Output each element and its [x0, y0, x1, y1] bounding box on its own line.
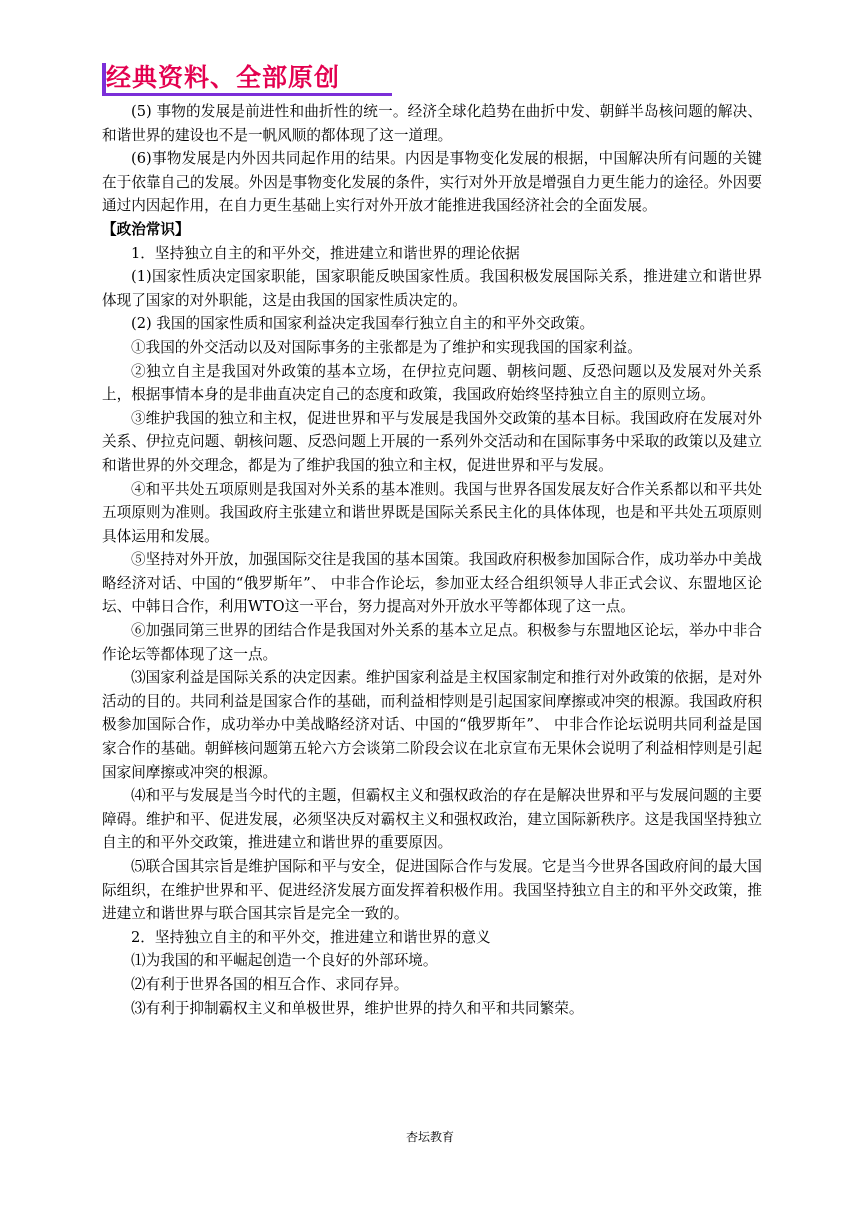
paragraph: ⑷和平与发展是当今时代的主题，但霸权主义和强权政治的存在是解决世界和平与发展问题的主要障碍。维护和平、促进发展，必须坚决反对霸权主义和强权政治，建立国际新秩序。这是我国坚持独立自主的和平外交政策，推进建立和谐世界的重要原因。: [102, 787, 762, 852]
paragraph: ⑸联合国其宗旨是维护国际和平与安全，促进国际合作与发展。它是当今世界各国政府间的最大国际组织，在维护世界和平、促进经济发展方面发挥着积极作用。我国坚持独立自主的和平外交政策，推进建立和谐世界与联合国其宗旨是完全一致的。: [102, 858, 762, 923]
page-footer: 杏坛教育: [405, 1130, 454, 1144]
header-banner: [102, 63, 392, 93]
paragraph: ⑶有利于抑制霸权主义和单极世界，维护世界的持久和平和共同繁荣。: [131, 999, 584, 1017]
paragraph: ②独立自主是我国对外政策的基本立场，在伊拉克问题、朝核问题、反恐问题以及发展对外关系上，根据事情本身的是非曲直决定自己的态度和政策，我国政府始终坚持独立自主的原则立场。: [102, 362, 762, 404]
paragraph: ③维护我国的独立和主权，促进世界和平与发展是我国外交政策的基本目标。我国政府在发展对外关系、伊拉克问题、朝核问题、反恐问题上开展的一系列外交活动和在国际事务中采取的政策以及建立和谐世界的外交理念，都是为了维护我国的独立和主权，促进世界和平与发展。: [102, 409, 762, 474]
document-body: [102, 100, 762, 1020]
paragraph: (2) 我国的国家性质和国家利益决定我国奉行独立自主的和平外交政策。: [131, 315, 595, 333]
paragraph: 2．坚持独立自主的和平外交，推进建立和谐世界的意义: [131, 928, 491, 946]
paragraph: 1．坚持独立自主的和平外交，推进建立和谐世界的理论依据: [131, 244, 520, 262]
banner-underline: [102, 93, 392, 96]
paragraph: ⑵有利于世界各国的相互合作、求同存异。: [131, 975, 409, 993]
paragraph: ⑴为我国的和平崛起创造一个良好的外部环境。: [131, 952, 438, 970]
paragraph: ⑥加强同第三世界的团结合作是我国对外关系的基本立足点。积极参与东盟地区论坛，举办中非合作论坛等都体现了这一点。: [102, 622, 762, 663]
paragraph: ④和平共处五项原则是我国对外关系的基本准则。我国与世界各国发展友好合作关系都以和平共处五项原则为准则。我国政府主张建立和谐世界既是国际关系民主化的具体体现，也是和平共处五项原则具体运用和发展。: [102, 480, 762, 545]
paragraph: (1)国家性质决定国家职能，国家职能反映国家性质。我国积极发展国际关系，推进建立和谐世界体现了国家的对外职能，这是由我国的国家性质决定的。: [102, 268, 762, 309]
paragraph: (6)事物发展是内外因共同起作用的结果。内因是事物变化发展的根据，中国解决所有问题的关键在于依靠自己的发展。外因是事物变化发展的条件，实行对外开放是增强自力更生能力的途径。外因要通过内因起作用，在自力更生基础上实行对外开放才能推进我国经济社会的全面发展。: [102, 150, 762, 215]
banner-title: 经典资料、全部原创: [106, 63, 341, 92]
paragraph: ⑶国家利益是国际关系的决定因素。维护国家利益是主权国家制定和推行对外政策的依据，是对外活动的目的。共同利益是国家合作的基础，而利益相悖则是引起国家间摩擦或冲突的根源。我国政府积极参加国际合作，成功举办中美战略经济对话、中国的“俄罗斯年”、 中非合作论坛说明共同利益是国家合作的基础。朝鲜核问题第五轮六方会谈第二阶段会议在北京宣布无果休会说明了利益相悖则是引起国家间摩擦或冲突的根源。: [102, 669, 762, 781]
section-heading: 【政治常识】: [102, 220, 190, 238]
paragraph: ①我国的外交活动以及对国际事务的主张都是为了维护和实现我国的国家利益。: [131, 338, 642, 356]
paragraph: (5) 事物的发展是前进性和曲折性的统一。经济全球化趋势在曲折中发、朝鲜半岛核问题的解决、和谐世界的建设也不是一帆风顺的都体现了这一道理。: [102, 103, 762, 144]
paragraph: ⑤坚持对外开放，加强国际交往是我国的基本国策。我国政府积极参加国际合作，成功举办中美战略经济对话、中国的“俄罗斯年”、 中非合作论坛，参加亚太经合组织领导人非正式会议、东盟地区论坛、中韩日合作，利用WTO这一平台，努力提高对外开放水平等都体现了这一点。: [102, 551, 762, 616]
